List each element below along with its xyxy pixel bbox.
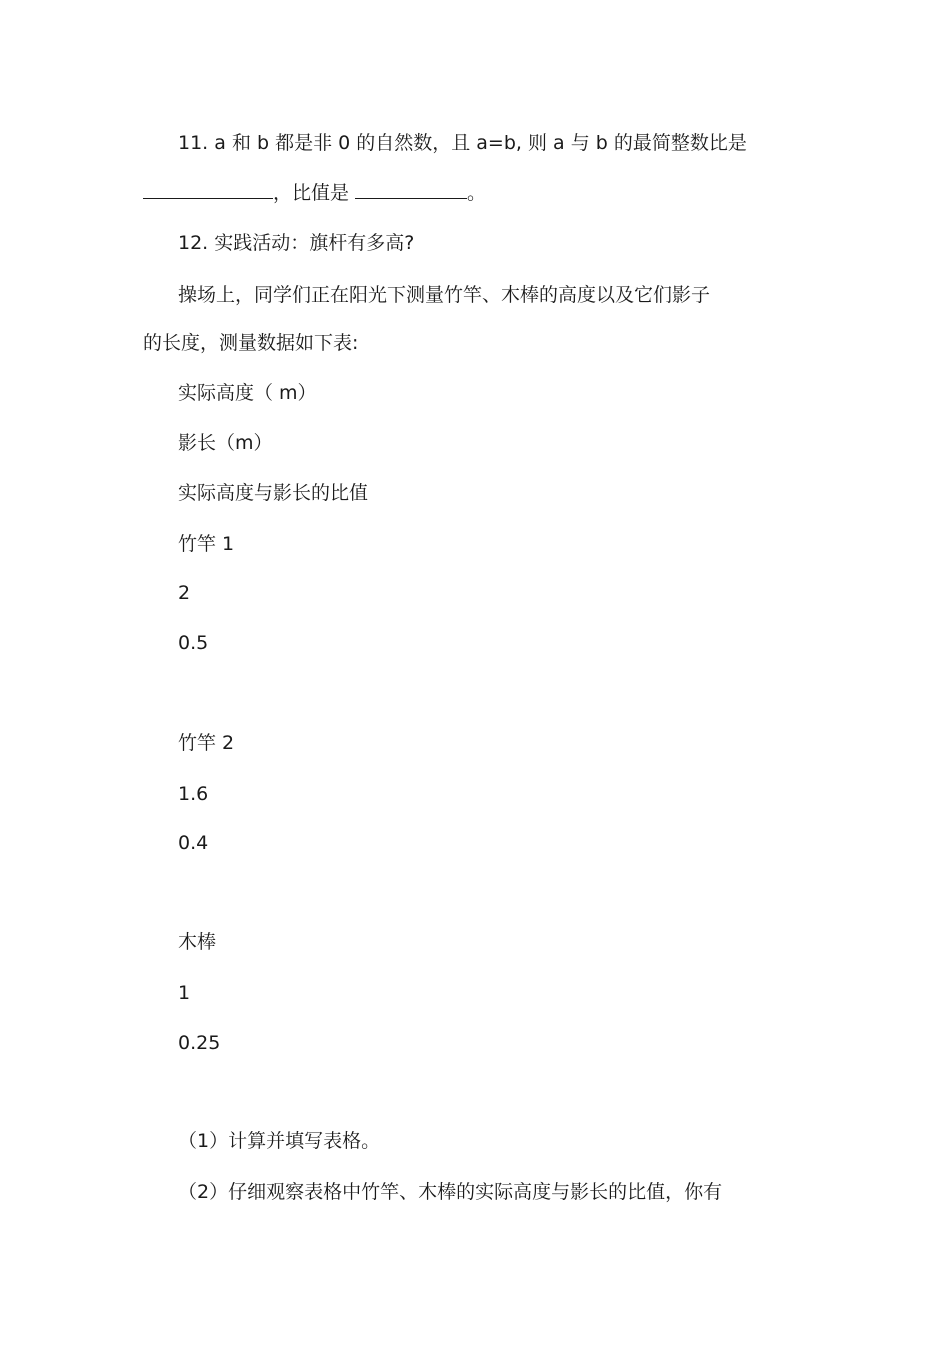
question-12-title: 12. 实践活动：旗杆有多高? bbox=[178, 232, 415, 254]
sub-question-1: （1）计算并填写表格。 bbox=[178, 1130, 381, 1152]
question-12-intro-1: 操场上，同学们正在阳光下测量竹竿、木棒的高度以及它们影子 bbox=[178, 284, 711, 306]
table-header-shadow: 影长（m） bbox=[178, 432, 273, 454]
table-row-2-height: 1.6 bbox=[178, 783, 209, 805]
table-row-1-height: 2 bbox=[178, 582, 191, 604]
table-row-2-shadow: 0.4 bbox=[178, 832, 209, 854]
table-row-3-height: 1 bbox=[178, 982, 191, 1004]
question-11-line-2 bbox=[143, 180, 486, 206]
table-row-1-name: 竹竿 1 bbox=[178, 533, 235, 555]
table-row-2-name: 竹竿 2 bbox=[178, 732, 235, 754]
table-header-ratio: 实际高度与影长的比值 bbox=[178, 482, 369, 504]
answer-blank-value[interactable] bbox=[355, 180, 467, 199]
answer-blank-ratio[interactable] bbox=[143, 180, 273, 199]
table-header-height: 实际高度（ m） bbox=[178, 382, 317, 404]
line-end-punct: 。 bbox=[467, 182, 487, 204]
question-12-intro-2: 的长度，测量数据如下表: bbox=[143, 332, 359, 354]
ratio-value-label: ，比值是 bbox=[273, 182, 356, 204]
table-row-3-shadow: 0.25 bbox=[178, 1032, 221, 1054]
table-row-1-shadow: 0.5 bbox=[178, 632, 209, 654]
table-row-3-name: 木棒 bbox=[178, 931, 217, 953]
question-11-line-1: 11. a 和 b 都是非 0 的自然数，且 a=b, 则 a 与 b 的最简整数比是 bbox=[178, 132, 747, 154]
sub-question-2: （2）仔细观察表格中竹竿、木棒的实际高度与影长的比值，你有 bbox=[178, 1181, 723, 1203]
